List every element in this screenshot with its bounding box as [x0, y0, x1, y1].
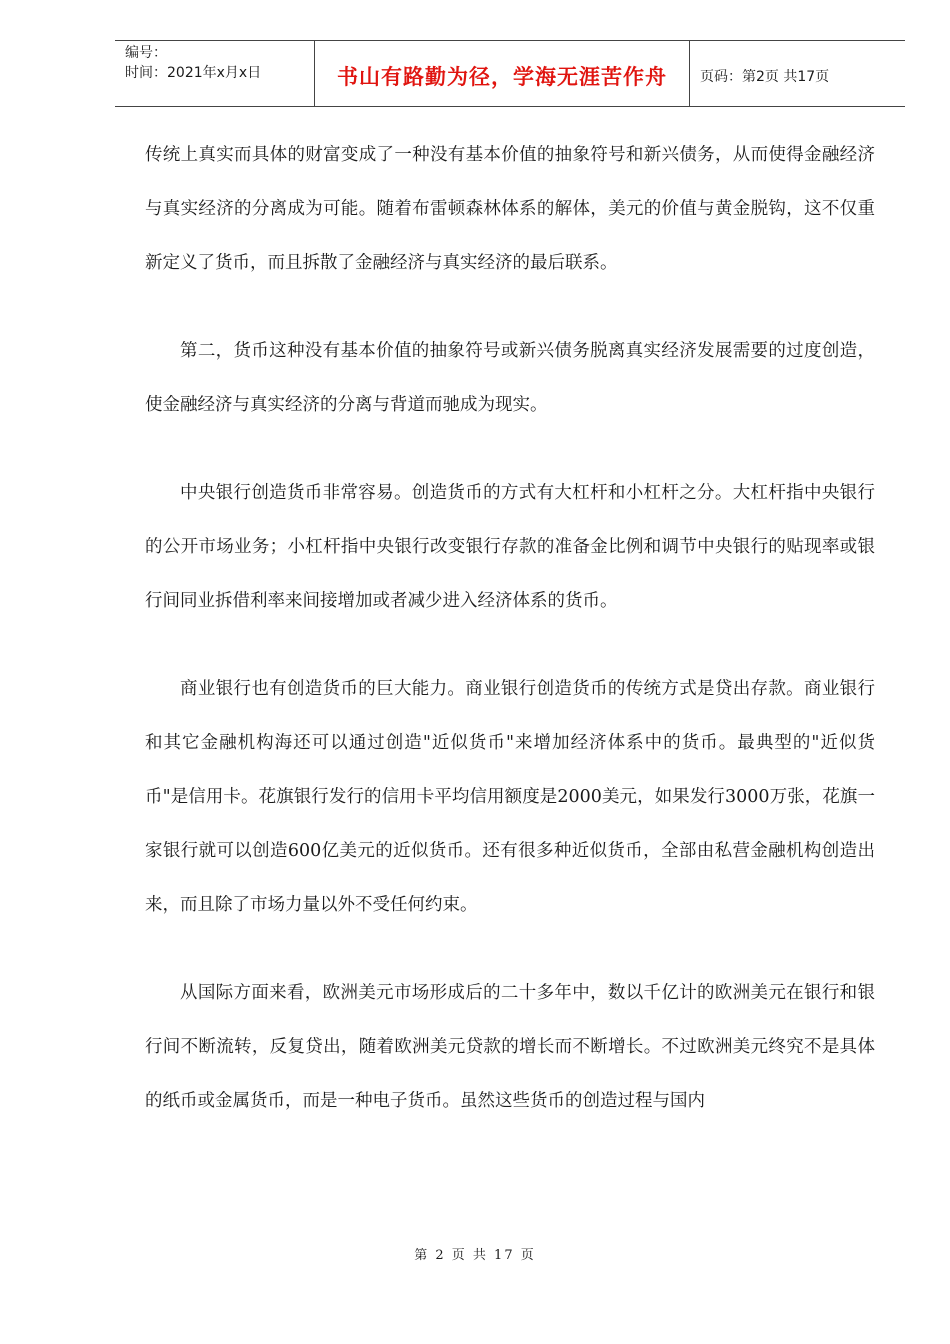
- header-meta: [115, 41, 315, 106]
- document-body: [145, 128, 875, 1162]
- paragraph: 中央银行创造货币非常容易。创造货币的方式有大杠杆和小杠杆之分。大杠杆指中央银行的公开市场业务；小杠杆指中央银行改变银行存款的准备金比例和调节中央银行的贴现率或银行间同业拆借利率来间接增加或者减少进入经济体系的货币。: [145, 483, 875, 611]
- page-header: [115, 40, 905, 107]
- paragraph: 传统上真实而具体的财富变成了一种没有基本价值的抽象符号和新兴债务，从而使得金融经济与真实经济的分离成为可能。随着布雷顿森林体系的解体，美元的价值与黄金脱钩，这不仅重新定义了货币，而且拆散了金融经济与真实经济的最后联系。: [145, 145, 875, 273]
- paragraph: 从国际方面来看，欧洲美元市场形成后的二十多年中，数以千亿计的欧洲美元在银行和银行间不断流转，反复贷出，随着欧洲美元贷款的增长而不断增长。不过欧洲美元终究不是具体的纸币或金属货币，而是一种电子货币。虽然这些货币的创造过程与国内: [145, 983, 875, 1111]
- document-number-label: 编号：: [125, 45, 167, 61]
- page-footer: 第 2 页 共 17 页: [414, 1248, 536, 1263]
- header-motto: 书山有路勤为径，学海无涯苦作舟: [315, 41, 690, 106]
- paragraph: 第二，货币这种没有基本价值的抽象符号或新兴债务脱离真实经济发展需要的过度创造，使金融经济与真实经济的分离与背道而驰成为现实。: [145, 341, 875, 415]
- header-page-info: 页码：第2页 共17页: [700, 68, 830, 85]
- paragraph: 商业银行也有创造货币的巨大能力。商业银行创造货币的传统方式是贷出存款。商业银行和其它金融机构海还可以通过创造"近似货币"来增加经济体系中的货币。最典型的"近似货币"是信用卡。花旗银行发行的信用卡平均信用额度是2000美元，如果发行3000万张，花旗一家银行就可以创造600亿美元的近似货币。还有很多种近似货币，全部由私营金融机构创造出来，而且除了市场力量以外不受任何约束。: [145, 679, 875, 915]
- document-date-label: 时间：2021年x月x日: [125, 65, 262, 81]
